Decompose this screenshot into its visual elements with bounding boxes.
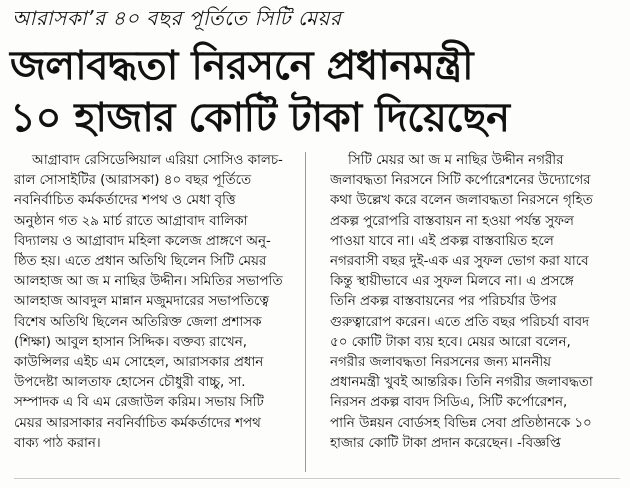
body-line: নিরসন প্রকল্প বাবদ সিডিএ, সিটি কর্পোরেশন, <box>330 395 568 411</box>
body-line: কথা উল্লেখ করে বলেন জলাবদ্ধতা নিরসনে গৃহিত <box>330 193 593 209</box>
right-column <box>330 151 622 454</box>
body-line: নগরীর জলাবদ্ধতা নিরসনের জন্য মাননীয় <box>330 355 552 371</box>
body-line: প্রধানমন্ত্রী খুবই আন্তরিক। তিনি নগরীর জলাবদ্ধতা <box>330 375 593 391</box>
body-line: জলাবদ্ধতা নিরসনে সিটি কর্পোরেশনের উদ্যোগের <box>330 173 591 189</box>
body-line: প্রকল্প পুরোপরি বাস্তবায়ন না হওয়া পর্যন্ত সুফল <box>330 213 574 229</box>
body-line: বিদ্যালয় ও আগ্রাবাদ মহিলা কলেজ প্রাঙ্গণে অনু- <box>14 233 271 249</box>
body-line: আলহাজ আবদুল মান্নান মজুমদারের সভাপতিত্বে <box>14 294 269 310</box>
body-line: ৫০ কোটি টাকা ব্যয় হবে। মেয়র আরো বলেন, <box>330 334 571 350</box>
bottom-rule <box>14 478 620 479</box>
left-column <box>14 151 306 454</box>
body-line: তিনি প্রকল্প বাস্তবায়নের পর পরিচর্যার উপর <box>330 294 557 310</box>
body-line: কিন্তু স্থায়ীভাবে এর সুফল মিলবে না। এ প্রসঙ্গে <box>330 274 574 290</box>
body-line: পাওয়া যাবে না। এই প্রকল্প বাস্তবায়িত হলে <box>330 233 554 249</box>
body-line: সম্পাদক এ বি এম রেজাউল করিম। সভায় সিটি <box>14 395 264 411</box>
body-line: হাজার কোটি টাকা প্রদান করেছেন। -বিজ্ঞপ্তি <box>330 435 561 451</box>
body-line: নবনির্বাচিত কর্মকর্তাদের শপথ ও মেধা বৃত্তি <box>14 193 236 209</box>
headline-line-1: জলাবদ্ধতা নিরসনে প্রধানমন্ত্রী <box>10 43 474 89</box>
body-line: ষ্ঠিত হয়। এতে প্রধান অতিথি ছিলেন সিটি মেয়র <box>14 254 267 270</box>
body-line: গুরুত্বারোপ করেন। এতে প্রতি বছর পরিচর্যা বাবদ <box>330 314 590 330</box>
body-line: অনুষ্ঠান গত ২৯ মার্চ রাতে আগ্রাবাদ বালিকা <box>14 213 248 229</box>
article-body <box>14 151 622 473</box>
body-line: বিশেষ অতিথি ছিলেন অতিরিক্ত জেলা প্রশাসক <box>14 314 262 330</box>
headline <box>10 40 509 144</box>
body-line: পানি উন্নয়ন বোর্ডসহ বিভিন্ন সেবা প্রতিষ্ঠানকে ১০ <box>330 415 592 431</box>
body-line: (শিক্ষা) আবুল হাসান সিদ্দিক। বক্তব্য রাখেন, <box>14 334 247 350</box>
body-line: নগরবাসী বছর দুই-এক এর সুফল ভোগ করা যাবে <box>330 254 589 270</box>
body-line: মেয়র আরসাকার নবনির্বাচিত কর্মকর্তাদের শপথ <box>14 415 261 431</box>
body-line: বাক্য পাঠ করান। <box>14 435 101 451</box>
headline-line-2: ১০ হাজার কোটি টাকা দিয়েছেন <box>10 95 510 141</box>
body-line: সিটি মেয়র আ জ ম নাছির উদ্দীন নগরীর <box>348 153 564 168</box>
body-line: রাল সোসাইটির (আরাসকা) ৪০ বছর পূর্তিতে <box>14 173 251 189</box>
body-line: কাউন্সিলর এইচ এম সোহেল, আরাসকার প্রধান <box>14 355 264 371</box>
body-line: আগ্রাবাদ রেসিডেন্সিয়াল এরিয়া সোসিও কালচ- <box>32 153 283 168</box>
kicker-line: আরাসকা’র ৪০ বছর পূর্তিতে সিটি মেয়র <box>12 6 342 30</box>
body-line: আলহাজ আ জ ম নাছির উদ্দীন। সমিতির সভাপতি <box>14 274 283 290</box>
body-line: উপদেষ্টা আলতাফ হোসেন চৌধুরী বাচ্চু, সা. <box>14 375 246 391</box>
